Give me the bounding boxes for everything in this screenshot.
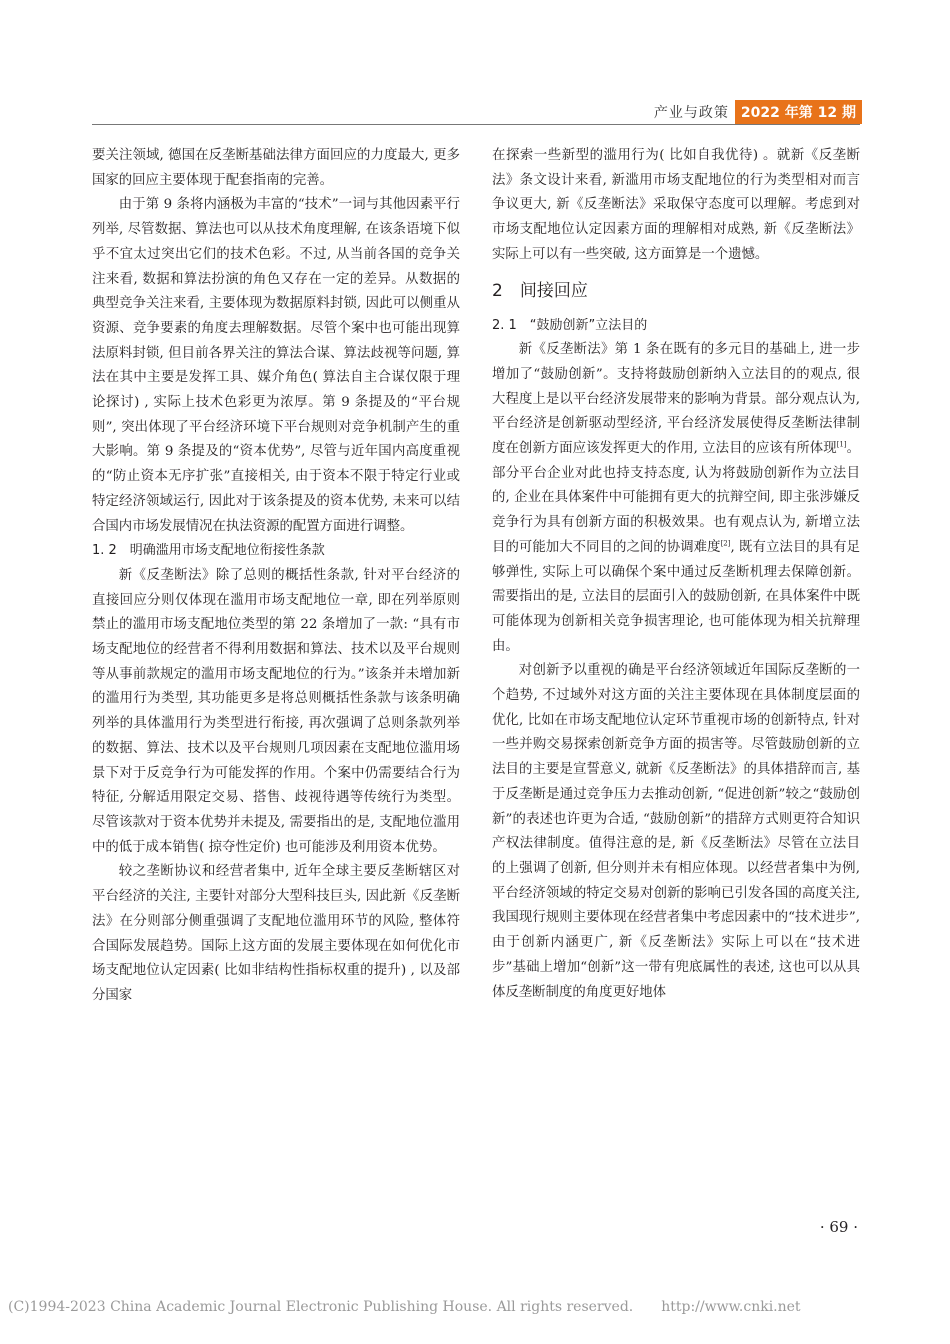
paragraph-text: , 既有立法目的具有足够弹性, 实际上可以确保个案中通过反垄断机理去保障创新。需要指出的是, 立法目的层面引入的鼓励创新, 在具体案件中既可能体现为创新相关竞争损害理论, 也可能体现为相关抗辩理由。 — [492, 539, 860, 654]
header-divider — [92, 124, 860, 125]
subsection-heading: 2. 1 “鼓励创新”立法目的 — [492, 317, 648, 333]
section-heading: 2 间接回应 — [492, 280, 588, 301]
paragraph-text: 。部分平台企业对此也持支持态度, 认为将鼓励创新作为立法目的, 企业在具体案件中可能拥有更大的抗辩空间, 即主张涉嫌反竞争行为具有创新方面的积极效果。也有观点认为, 新增立法目的可能加大不同目的之间的协调难度 — [492, 441, 861, 555]
page-number: · 69 · — [819, 1218, 858, 1236]
citation-ref[interactable]: [1] — [836, 440, 847, 449]
paragraph: 要关注领域, 德国在反垄断基础法律方面回应的力度最大, 更多国家的回应主要体现于配套指南的完善。 — [92, 148, 460, 188]
paragraph: 较之垄断协议和经营者集中, 近年全球主要反垄断辖区对平台经济的关注, 主要针对部分大型科技巨头, 因此新《反垄断法》在分则部分侧重强调了支配地位滥用环节的风险, 整体符合国际发展趋势。国际上这方面的发展主要体现在如何优化市场支配地位认定因素( 比如非结构性指标权重的提升) , 以及部分国家 — [92, 864, 460, 1003]
running-header — [654, 100, 862, 124]
paragraph: 由于第 9 条将内涵极为丰富的“技术”一词与其他因素平行列举, 尽管数据、算法也可以从技术角度理解, 在该条语境下似乎不宜太过突出它们的技术色彩。不过, 从当前各国的竞争关注来看, 数据和算法扮演的角色又存在一定的差异。从数据的典型竞争关注来看, 主要体现为数据原料封锁, 因此可以侧重从资源、竞争要素的角度去理解数据。尽管个案中也可能出现算法原料封锁, 但目前各界关注的算法合谋、算法歧视等问题, 算法在其中主要是发挥工具、媒介角色( 算法自主合谋仅限于理论探讨) , 实际上技术色彩更为浓厚。第 9 条提及的“平台规则”, 突出体现了平台经济环境下平台规则对竞争机制产生的重大影响。第 9 条提及的“资本优势”, 尽管与近年国内高度重视的“防止资本无序扩张”直接相关, 由于资本不限于特定行业或特定经济领域运行, 因此对于该条提及的资本优势, 未来可以结合国内市场发展情况在执法资源的配置方面进行调整。 — [92, 197, 460, 534]
paragraph: 对创新予以重视的确是平台经济领域近年国际反垄断的一个趋势, 不过域外对这方面的关注主要体现在具体制度层面的优化, 比如在市场支配地位认定环节重视市场的创新特点, 针对一些并购交易探索创新竞争方面的损害等。尽管鼓励创新的立法目的主要是宣誓意义, 就新《反垄断法》的具体措辞而言, 基于反垄断是通过竞争压力去推动创新, “促进创新”较之“鼓励创新”的表述也许更为合适, “鼓励创新”的措辞方式则更符合知识产权法律制度。值得注意的是, 新《反垄断法》尽管在立法目的上强调了创新, 但分则并未有相应体现。以经营者集中为例, 平台经济领域的特定交易对创新的影响已引发各国的高度关注, 我国现行规则主要体现在经营者集中考虑因素中的“技术进步”, 由于创新内涵更广, 新《反垄断法》实际上可以在“技术进步”基础上增加“创新”这一带有兜底属性的表述, 这也可以从具体反垄断制度的角度更好地体 — [492, 663, 860, 1000]
paragraph: 在探索一些新型的滥用行为( 比如自我优待) 。就新《反垄断法》条文设计来看, 新滥用市场支配地位的行为类型相对而言争议更大, 新《反垄断法》采取保守态度可以理解。考虑到对市场支配地位认定因素方面的理解相对成熟, 新《反垄断法》实际上可以有一些突破, 这方面算是一个遗憾。 — [492, 148, 860, 262]
journal-section-label: 产业与政策 — [653, 105, 729, 121]
paragraph: 新《反垄断法》除了总则的概括性条款, 针对平台经济的直接回应分则仅体现在滥用市场支配地位一章, 即在列举原则禁止的滥用市场支配地位类型的第 22 条增加了一款: “具有市场支配地位的经营者不得利用数据和算法、技术以及平台规则等从事前款规定的滥用市场支配地位的行为。”该条并未增加新的滥用行为类型, 其功能更多是将总则概括性条款与该条明确列举的具体滥用行为类型进行衔接, 再次强调了总则条款列举的数据、算法、技术以及平台规则几项因素在支配地位滥用场景下对于反竞争行为可能发挥的作用。个案中仍需要结合行为特征, 分解适用限定交易、搭售、歧视待遇等传统行为类型。尽管该款对于资本优势并未提及, 需要指出的是, 支配地位滥用中的低于成本销售( 掠夺性定价) 也可能涉及利用资本优势。 — [92, 567, 460, 855]
subsection-heading: 1. 2 明确滥用市场支配地位衔接性条款 — [92, 543, 325, 559]
paragraph-text: 新《反垄断法》第 1 条在既有的多元目的基础上, 进一步增加了“鼓励创新”。支持将鼓励创新纳入立法目的的观点, 很大程度上是以平台经济发展带来的影响为背景。部分观点认为, 平台经济是创新驱动型经济, 平台经济发展使得反垄断法律制度在创新方面应该发挥更大的作用, 立法目的应该有所体现 — [492, 342, 860, 457]
left-column — [92, 144, 460, 1009]
right-column — [492, 144, 860, 1005]
copyright-watermark: (C)1994-2023 China Academic Journal Electronic Publishing House. All rights reserved. http://www.cnki.net — [8, 1299, 801, 1315]
citation-ref[interactable]: [2] — [720, 539, 731, 548]
issue-badge: 2022 年第 12 期 — [735, 100, 862, 124]
paragraph — [492, 338, 860, 659]
